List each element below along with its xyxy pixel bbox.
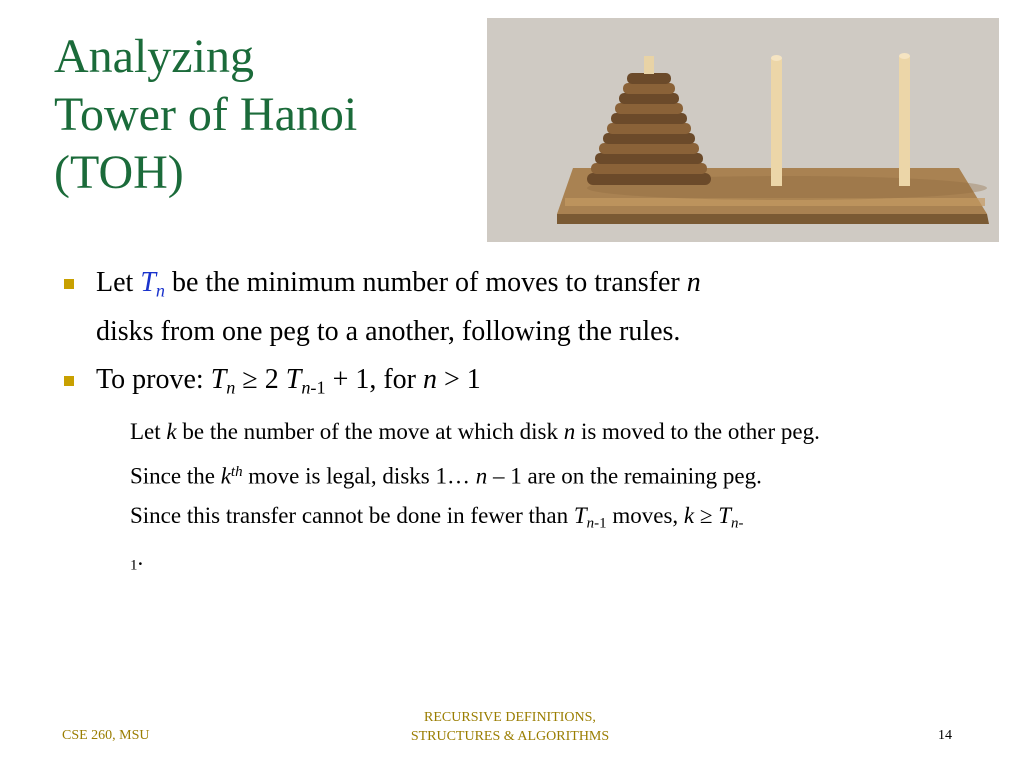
footer-topic xyxy=(360,708,660,746)
text: is moved to the other peg. xyxy=(575,418,820,444)
title-line-2: Tower of Hanoi xyxy=(54,88,358,141)
n-subscript: n xyxy=(731,515,739,532)
text: + 1, for xyxy=(325,364,424,396)
title-line-1: Analyzing xyxy=(54,30,254,83)
page-number: 14 xyxy=(938,728,952,743)
sub-point-1 xyxy=(130,415,950,449)
slide-body xyxy=(58,262,958,582)
t-symbol: T xyxy=(140,267,156,298)
text: . xyxy=(137,544,144,570)
bullet-1 xyxy=(58,262,958,353)
footer-topic-line-2: STRUCTURES & ALGORITHMS xyxy=(410,729,610,744)
t-symbol: T xyxy=(210,364,227,396)
minus-one-subscript: -1 xyxy=(310,377,326,398)
tower-of-hanoi-illustration xyxy=(487,18,999,242)
t-symbol: T xyxy=(718,503,732,529)
text: Since the xyxy=(130,463,221,489)
k-symbol: k xyxy=(166,418,177,444)
minus-subscript: - xyxy=(738,515,744,532)
text: moves, xyxy=(606,503,684,529)
text: To prove: xyxy=(96,364,211,396)
n-subscript: n xyxy=(301,377,311,398)
sub-point-2 xyxy=(130,455,950,493)
text: Let xyxy=(130,418,167,444)
t-symbol: T xyxy=(285,364,302,396)
text: disks from one peg to a another, following the rules. xyxy=(96,316,681,348)
text: > 1 xyxy=(437,364,481,396)
n-symbol: n xyxy=(686,267,701,298)
tower-of-hanoi-photo xyxy=(487,18,999,242)
title-line-3: (TOH) xyxy=(54,146,184,199)
t-symbol: T xyxy=(573,503,587,529)
n-subscript: n xyxy=(226,377,236,398)
n-symbol: n xyxy=(563,418,576,444)
text: Since this transfer cannot be done in fewer than xyxy=(130,503,574,529)
text: move is legal, disks 1… xyxy=(242,463,476,489)
bullet-square-icon xyxy=(64,279,74,289)
minus-one-subscript: -1 xyxy=(594,515,607,532)
bullet-square-icon xyxy=(64,376,74,386)
footer-course: CSE 260, MSU xyxy=(62,728,150,743)
footer-topic-line-1: RECURSIVE DEFINITIONS, xyxy=(424,710,596,725)
slide-title xyxy=(54,28,357,202)
sub-point-3 xyxy=(130,499,950,582)
text: be the number of the move at which disk xyxy=(176,418,564,444)
text: – 1 are on the remaining peg. xyxy=(487,463,762,489)
th-superscript: th xyxy=(230,463,243,480)
n-subscript: n xyxy=(586,515,595,532)
k-symbol: k xyxy=(683,503,695,529)
n-subscript: n xyxy=(155,280,165,301)
n-symbol: n xyxy=(475,463,488,489)
text: ≥ 2 xyxy=(235,364,286,396)
bullet-2 xyxy=(58,359,958,408)
one-subscript: 1 xyxy=(130,557,138,574)
text: ≥ xyxy=(694,503,719,529)
k-symbol: k xyxy=(220,463,231,489)
text: be the minimum number of moves to transfer xyxy=(164,267,687,298)
n-symbol: n xyxy=(423,364,438,396)
text: Let xyxy=(96,267,141,298)
